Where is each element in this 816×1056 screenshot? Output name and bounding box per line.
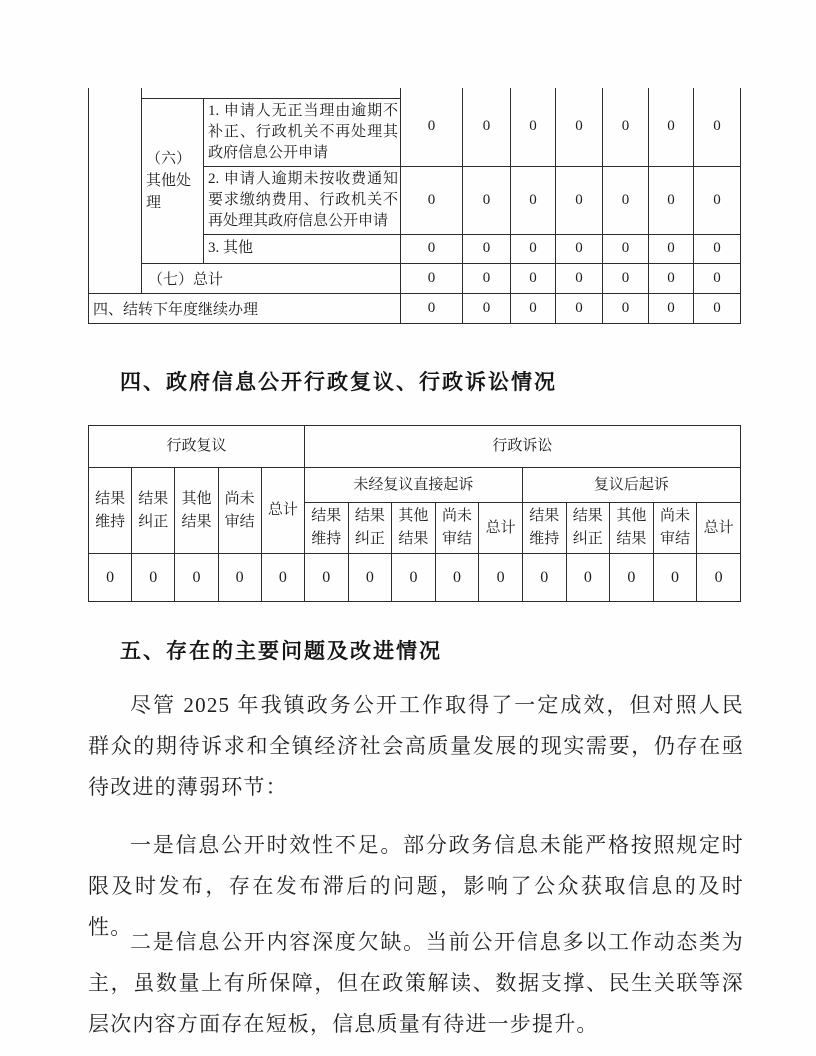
value-cell: 0 (603, 234, 649, 263)
column-header: 其他结果 (392, 503, 436, 554)
value-cell: 0 (511, 293, 556, 323)
review-litigation-table (88, 425, 741, 602)
table-row (89, 293, 741, 323)
value-cell: 0 (556, 166, 603, 234)
litigation-header: 行政诉讼 (304, 426, 740, 468)
column-header: 总计 (479, 503, 523, 554)
section4-heading: 四、政府信息公开行政复议、行政诉讼情况 (120, 371, 557, 394)
column-header: 结果纠正 (132, 468, 175, 554)
value-cell: 0 (218, 554, 261, 602)
value-cell: 0 (401, 234, 463, 263)
column-header: 总计 (261, 468, 304, 554)
value-cell: 0 (610, 554, 654, 602)
table-row (89, 468, 741, 503)
column-header: 尚未审结 (435, 503, 479, 554)
value-cell: 0 (556, 263, 603, 293)
value-cell: 0 (522, 554, 566, 602)
value-cell: 0 (175, 554, 218, 602)
section5-heading: 五、存在的主要问题及改进情况 (120, 640, 442, 663)
reconsideration-header: 行政复议 (89, 426, 305, 468)
column-header: 结果维持 (522, 503, 566, 554)
value-cell: 0 (401, 88, 463, 166)
value-cell: 0 (401, 166, 463, 234)
value-cell: 0 (392, 554, 436, 602)
value-cell: 0 (463, 263, 511, 293)
value-cell: 0 (649, 234, 694, 263)
column-header: 其他结果 (175, 468, 218, 554)
value-cell: 0 (694, 293, 741, 323)
table-row (89, 263, 741, 293)
column-header: 尚未审结 (653, 503, 697, 554)
value-cell: 0 (463, 88, 511, 166)
carryover-row-label: 四、结转下年度继续办理 (89, 293, 401, 323)
table-row (89, 554, 741, 602)
value-cell: 0 (556, 293, 603, 323)
value-cell: 0 (479, 554, 523, 602)
value-cell: 0 (649, 263, 694, 293)
paragraph: 二是信息公开内容深度欠缺。当前公开信息多以工作动态类为主，虽数量上有所保障，但在政策解读、数据支撑、民生关联等深层次内容方面存在短板，信息质量有待进一步提升。 (88, 930, 744, 1036)
value-cell: 0 (653, 554, 697, 602)
value-cell: 0 (463, 293, 511, 323)
row-label: 2. 申请人逾期未按收费通知要求缴纳费用、行政机关不再处理其政府信息公开申请 (204, 166, 401, 234)
post-reconsideration-suit-header: 复议后起诉 (522, 468, 740, 503)
value-cell: 0 (556, 88, 603, 166)
value-cell: 0 (511, 263, 556, 293)
value-cell: 0 (697, 554, 741, 602)
value-cell: 0 (566, 554, 610, 602)
application-results-table (88, 88, 741, 324)
value-cell: 0 (511, 166, 556, 234)
total-row-label: （七）总计 (142, 263, 401, 293)
value-cell: 0 (463, 166, 511, 234)
column-header: 结果纠正 (348, 503, 392, 554)
value-cell: 0 (511, 234, 556, 263)
value-cell: 0 (694, 166, 741, 234)
empty-left-cell (89, 88, 142, 293)
column-header: 结果维持 (304, 503, 348, 554)
value-cell: 0 (694, 88, 741, 166)
value-cell: 0 (694, 263, 741, 293)
row-label: 1. 申请人无正当理由逾期不补正、行政机关不再处理其政府信息公开申请 (204, 98, 401, 166)
row-label: 3. 其他 (204, 234, 401, 263)
value-cell: 0 (649, 166, 694, 234)
value-cell: 0 (556, 234, 603, 263)
value-cell: 0 (261, 554, 304, 602)
value-cell: 0 (304, 554, 348, 602)
column-header: 总计 (697, 503, 741, 554)
value-cell: 0 (511, 88, 556, 166)
value-cell: 0 (401, 263, 463, 293)
paragraph: 一是信息公开时效性不足。部分政务信息未能严格按照规定时限及时发布，存在发布滞后的问题，影响了公众获取信息的及时性。 (88, 833, 744, 939)
table-row (89, 88, 741, 98)
value-cell: 0 (603, 263, 649, 293)
column-header: 其他结果 (610, 503, 654, 554)
table-row (89, 426, 741, 468)
other-processing-group-label: （六）其他处理 (142, 98, 204, 263)
paragraph: 尽管 2025 年我镇政务公开工作取得了一定成效，但对照人民群众的期待诉求和全镇经济社会高质量发展的现实需要，仍存在亟待改进的薄弱环节： (88, 693, 744, 799)
value-cell: 0 (89, 554, 132, 602)
value-cell: 0 (348, 554, 392, 602)
value-cell: 0 (603, 166, 649, 234)
stub-cell (142, 88, 401, 98)
value-cell: 0 (649, 88, 694, 166)
value-cell: 0 (603, 293, 649, 323)
direct-suit-header: 未经复议直接起诉 (304, 468, 522, 503)
value-cell: 0 (649, 293, 694, 323)
value-cell: 0 (463, 234, 511, 263)
value-cell: 0 (132, 554, 175, 602)
value-cell: 0 (401, 293, 463, 323)
value-cell: 0 (603, 88, 649, 166)
column-header: 结果纠正 (566, 503, 610, 554)
value-cell: 0 (435, 554, 479, 602)
column-header: 尚未审结 (218, 468, 261, 554)
column-header: 结果维持 (89, 468, 132, 554)
value-cell: 0 (694, 234, 741, 263)
